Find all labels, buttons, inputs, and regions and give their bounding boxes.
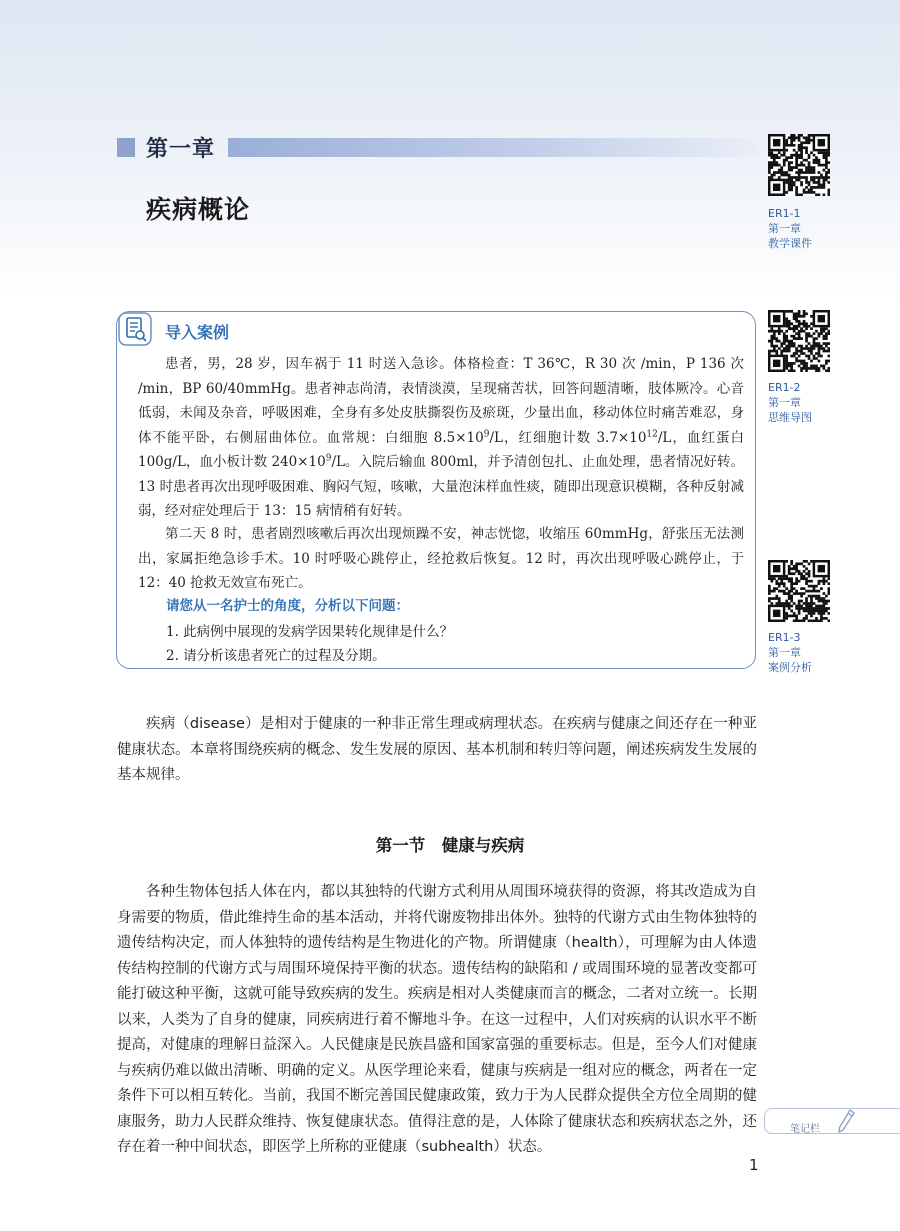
chapter-label: 第一章	[146, 137, 216, 162]
case-question-item: 1. 此病例中展现的发病学因果转化规律是什么？	[166, 624, 454, 640]
case-sup: 9	[483, 429, 490, 439]
note-tab	[764, 1108, 900, 1134]
document-icon	[118, 312, 152, 346]
chapter-bar	[228, 138, 758, 157]
case-question-item: 2. 请分析该患者死亡的过程及分期。	[166, 648, 386, 664]
qr-chapter: 第一章	[768, 396, 801, 409]
case-sup: 9	[325, 453, 332, 464]
case-paragraph-1	[138, 352, 744, 524]
qr-desc: 教学课件	[768, 237, 812, 250]
pencil-icon	[836, 1108, 856, 1140]
qr-desc: 思维导图	[768, 411, 812, 424]
intro-paragraph: 疾病（disease）是相对于健康的一种非正常生理或病理状态。在疾病与健康之间还存在一种亚健康状态。本章将围绕疾病的概念、发生发展的原因、基本机制和转归等问题，阐述疾病发生发展的基本规律。	[117, 716, 757, 783]
chapter-marker	[117, 138, 135, 157]
qr-caption-1	[768, 206, 812, 251]
qr-code-icon[interactable]	[768, 134, 830, 196]
qr-code-id: ER1-1	[768, 207, 801, 220]
qr-code-icon[interactable]	[768, 560, 830, 622]
qr-desc: 案例分析	[768, 661, 812, 674]
case-heading: 导入案例	[165, 323, 230, 342]
qr-code-icon[interactable]	[768, 310, 830, 372]
note-label: 笔记栏	[790, 1124, 820, 1135]
qr-code-id: ER1-3	[768, 631, 801, 644]
case-sup: 12	[646, 429, 658, 439]
case-text-a: 患者，男，28 岁，因车祸于 11 时送入急诊。体格检查：T 36℃，R 30 次 /min，P 136 次 /min，BP 60/40mmHg。患者神志尚清，表情淡漠，呈现痛苦状，回答问题清晰，肢体厥冷。心音低弱，未闻及杂音，呼吸困难，全身有多处皮肤撕裂伤及瘀斑，少量出血，移动体位时痛苦难忍，身体不能平卧，右侧屈曲体位。血常规：白细胞 8.5×10	[138, 356, 744, 446]
qr-chapter: 第一章	[768, 646, 801, 659]
case-question-heading: 请您从一名护士的角度，分析以下问题：	[166, 598, 409, 614]
qr-code-id: ER1-2	[768, 381, 801, 394]
case-paragraph-2: 第二天 8 时，患者剧烈咳嗽后再次出现烦躁不安，神志恍惚，收缩压 60mmHg，舒张压无法测出，家属拒绝急诊手术。10 时呼吸心跳停止，经抢救后恢复。12 时，再次出现呼吸心跳停止，于 12：40 抢救无效宣布死亡。	[138, 526, 744, 591]
case-text-d: /L。入院后输血 800ml，并予清创包扎、止血处理，患者情况好转。13 时患者再次出现呼吸困难、胸闷气短，咳嗽，大量泡沫样血性痰，随即出现意识模糊，各种反射减弱，经对症处理后于 13：15 病情稍有好转。	[138, 454, 744, 519]
qr-chapter: 第一章	[768, 222, 801, 235]
section-title: 第一节 健康与疾病	[375, 836, 525, 855]
section-paragraph: 各种生物体包括人体在内，都以其独特的代谢方式利用从周围环境获得的资源，将其改造成为自身需要的物质，借此维持生命的基本活动，并将代谢废物排出体外。独特的代谢方式由生物体独特的遗传结构决定，而人体独特的遗传结构是生物进化的产物。所谓健康（health），可理解为由人体遗传结构控制的代谢方式与周围环境保持平衡的状态。遗传结构的缺陷和 / 或周围环境的显著改变都可能打破这种平衡，这就可能导致疾病的发生。疾病是相对人类健康而言的概念，二者对立统一。长期以来，人类为了自身的健康，同疾病进行着不懈地斗争。在这一过程中，人们对疾病的认识水平不断提高，对健康的理解日益深入。人民健康是民族昌盛和国家富强的重要标志。但是，至今人们对健康与疾病仍难以做出清晰、明确的定义。从医学理论来看，健康与疾病是一组对应的概念，两者在一定条件下可以相互转化。当前，我国不断完善国民健康政策，致力于为人民群众提供全方位全周期的健康服务，助力人民群众维持、恢复健康状态。值得注意的是，人体除了健康状态和疾病状态之外，还存在着一种中间状态，即医学上所称的亚健康（subhealth）状态。	[117, 884, 757, 1155]
qr-caption-2	[768, 380, 812, 425]
qr-caption-3	[768, 630, 812, 675]
case-text-b: /L，红细胞计数 3.7×10	[489, 429, 647, 446]
case-text-c: /L，血红蛋白 100g/L，血小板计数 240×10	[138, 429, 745, 470]
chapter-title: 疾病概论	[146, 195, 251, 224]
page-number: 1	[749, 1156, 759, 1174]
